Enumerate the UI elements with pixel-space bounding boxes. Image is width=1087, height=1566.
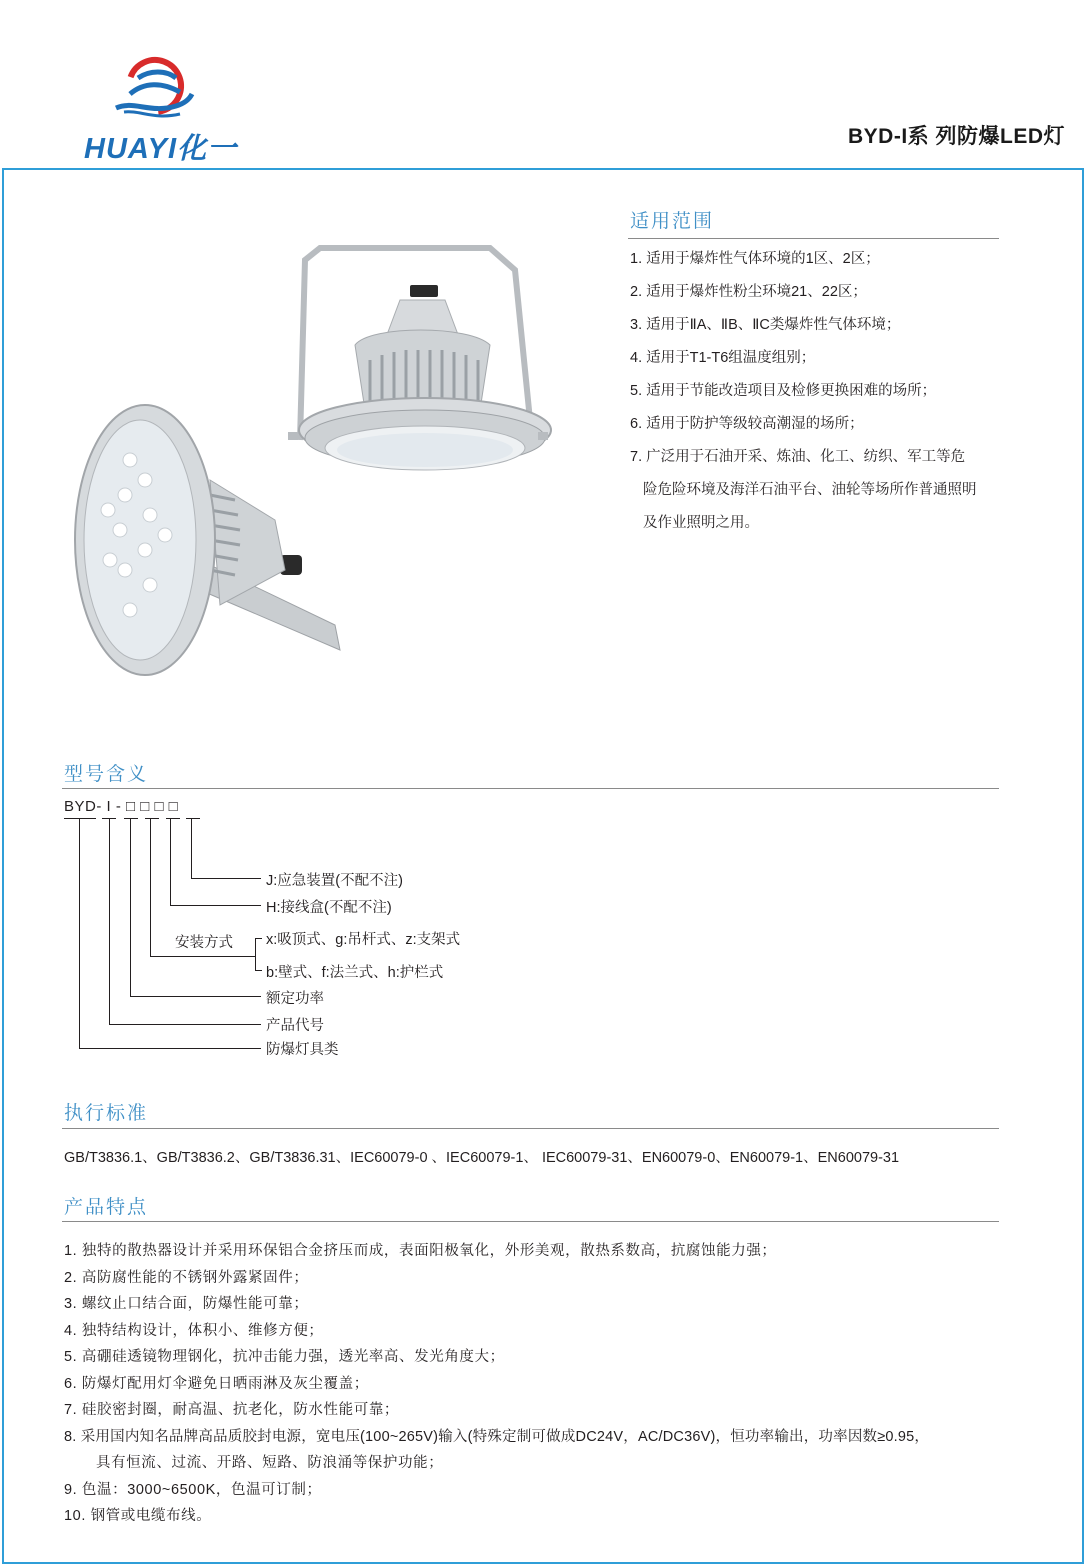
label-install-type: 安装方式: [175, 935, 233, 951]
list-item: 险危险环境及海洋石油平台、油轮等场所作普通照明: [643, 482, 977, 498]
application-rule: [628, 238, 999, 239]
label-product-code: 产品代号: [266, 1018, 324, 1034]
brand-text: HUAYI化一: [84, 133, 238, 165]
label-power: 额定功率: [266, 991, 324, 1007]
list-item: 6. 适用于防护等级较高潮湿的场所；: [630, 416, 864, 432]
brand-logo: [80, 48, 250, 163]
list-item: 3. 螺纹止口结合面，防爆性能可靠；: [64, 1296, 309, 1312]
pendant-lamp-icon: [288, 248, 551, 470]
label-junction-box: H:接线盒(不配不注): [266, 900, 392, 916]
list-item: 及作业照明之用。: [643, 515, 759, 531]
list-item: 7. 硅胶密封圈，耐高温、抗老化，防水性能可靠；: [64, 1402, 400, 1418]
features-list: [64, 1238, 929, 1530]
label-emergency: J:应急装置(不配不注): [266, 873, 403, 889]
label-install-a: x:吸顶式、g:吊杆式、z:支架式: [266, 932, 461, 948]
list-item: 1. 独特的散热器设计并采用环保铝合金挤压而成，表面阳极氧化，外形美观，散热系数高，抗腐蚀能力强；: [64, 1243, 777, 1259]
label-category: 防爆灯具类: [266, 1042, 339, 1058]
application-list: [630, 243, 977, 540]
standards-text: GB/T3836.1、GB/T3836.2、GB/T3836.31、IEC60079-0 、IEC60079-1、 IEC60079-31、EN60079-0、EN60079-1、EN60079-31: [64, 1150, 900, 1166]
frame-bottom-border: [2, 1562, 1084, 1564]
page-title: BYD-I系 列防爆LED灯: [848, 125, 1065, 148]
list-item: 2. 适用于爆炸性粉尘环境21、22区；: [630, 284, 867, 300]
model-code: BYD- I - □ □ □ □: [64, 798, 179, 815]
list-item: 4. 独特结构设计，体积小、维修方便；: [64, 1322, 324, 1339]
model-rule: [62, 788, 999, 789]
list-item: 6. 防爆灯配用灯伞避免日晒雨淋及灰尘覆盖；: [64, 1375, 369, 1392]
standards-rule: [62, 1128, 999, 1129]
product-image: [70, 230, 560, 690]
bracket-lamp-icon: [75, 405, 340, 675]
label-install-b: b:壁式、f:法兰式、h:护栏式: [266, 965, 444, 981]
list-item: 10. 钢管或电缆布线。: [64, 1508, 212, 1524]
list-item: 2. 高防腐性能的不锈钢外露紧固件；: [64, 1269, 309, 1286]
list-item: 1. 适用于爆炸性气体环境的1区、2区；: [630, 251, 880, 267]
features-rule: [62, 1221, 999, 1222]
features-title: 产品特点: [64, 1197, 149, 1218]
application-title: 适用范围: [630, 211, 715, 232]
list-item: 具有恒流、过流、开路、短路、防浪涌等保护功能；: [96, 1455, 444, 1471]
list-item: 8. 采用国内知名品牌高品质胶封电源，宽电压(100~265V)输入(特殊定制可做成DC24V，AC/DC36V)，恒功率输出，功率因数≥0.95，: [64, 1428, 930, 1445]
standards-title: 执行标准: [64, 1103, 149, 1124]
model-title: 型号含义: [64, 764, 149, 785]
list-item: 3. 适用于ⅡA、ⅡB、ⅡC类爆炸性气体环境；: [630, 317, 901, 333]
list-item: 5. 适用于节能改造项目及检修更换困难的场所；: [630, 383, 937, 399]
list-item: 9. 色温：3000~6500K，色温可订制；: [64, 1481, 322, 1498]
list-item: 4. 适用于T1-T6组温度组别；: [630, 350, 816, 366]
list-item: 7. 广泛用于石油开采、炼油、化工、纺织、军工等危: [630, 449, 966, 465]
list-item: 5. 高硼硅透镜物理钢化，抗冲击能力强，透光率高、发光角度大；: [64, 1349, 505, 1365]
